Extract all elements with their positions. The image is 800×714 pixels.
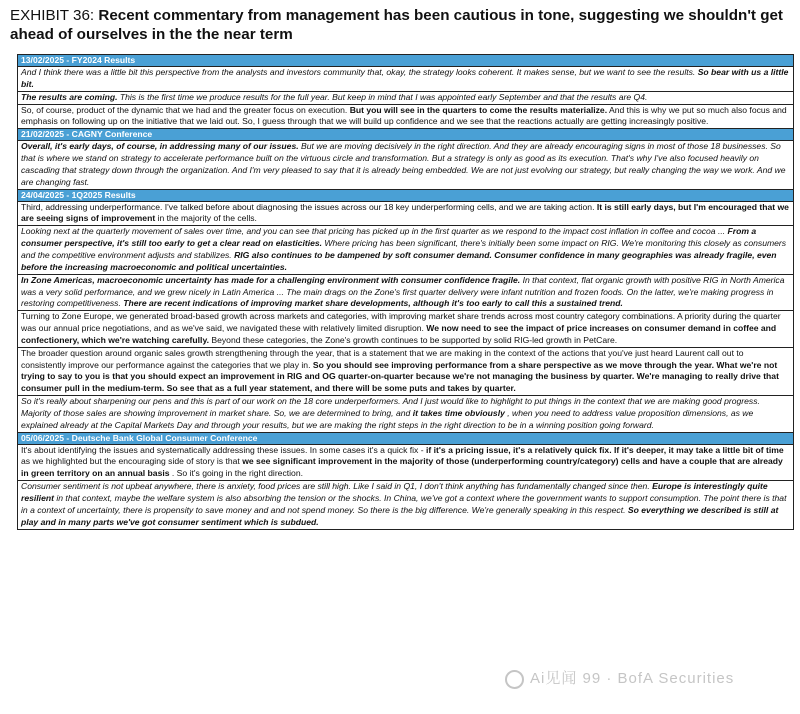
quote-emphasis: So bear with us a little bit. <box>21 67 789 89</box>
quote-text: The broader question around organic sales growth strengthening through the year, that is a statement that we are making in the context of the actions that you've just heard Laurent call out to consistently improve our performance against the categories that we play in. <box>21 347 744 370</box>
quote-emphasis: Overall, it's early days, of course, in addressing many of our issues. <box>21 141 299 152</box>
quote-emphasis: So everything we described is still at play and in many parts we've got consumer sentiment which is subdued. <box>21 504 779 527</box>
quote-text: So, of course, product of the dynamic that we had and the greater focus on execution. <box>21 104 350 115</box>
quote-emphasis: But you will see in the quarters to come the results materialize. <box>349 104 608 115</box>
quote-emphasis: The results are coming. <box>21 91 118 102</box>
quote-text: It's about identifying the issues and systematically addressing these issues. In some cases it's a quick fix - <box>21 444 426 455</box>
quote-emphasis: In Zone Americas, macroeconomic uncertainty has made for a challenging environment with consumer confidence fragile. <box>21 274 521 285</box>
quote-text: Turning to Zone Europe, we generated broad-based growth across markets and categories, with improving market share trends across most country category combinations. A priority during the quarter was our annual price negotiations, and as we've said, we navigated these with relatively limited disruption. <box>21 311 781 334</box>
quote-emphasis: if it's a pricing issue, it's a relatively quick fix. If it's deeper, it may take a little bit of time <box>426 444 784 455</box>
quote-row <box>18 141 793 189</box>
watermark-logo-icon <box>505 670 524 689</box>
quote-emphasis: Europe is interestingly quite resilient <box>21 481 768 503</box>
quote-text: as we highlighted but the encouraging side of story is that <box>21 456 243 467</box>
quote-row <box>18 311 793 348</box>
quote-row <box>18 445 793 482</box>
exhibit-heading <box>10 6 794 44</box>
quote-emphasis: it takes time obviously <box>412 407 505 418</box>
section-header: 05/06/2025 - Deutsche Bank Global Consumer Conference <box>18 433 793 445</box>
quote-text: Looking next at the quarterly movement of sales over time, and you can see that pricing has picked up in the first quarter as we respond to the impact cost inflation in coffee and cocoa ... <box>21 226 728 237</box>
section-header: 21/02/2025 - CAGNY Conference <box>18 129 793 141</box>
exhibit-title: Recent commentary from management has been cautious in tone, suggesting we shouldn't get ahead of ourselves in the the near term <box>10 7 783 43</box>
quote-text: This is the first time we produce results for the full year. But keep in mind that I was appointed early September and that the results are Q4. <box>117 91 648 102</box>
quote-row <box>18 226 793 274</box>
watermark <box>505 667 734 689</box>
section-header: 24/04/2025 - 1Q2025 Results <box>18 190 793 202</box>
quote-text: Where pricing has been significant, there's initially been some impact on RIG. We're monitoring this closely as consumers and the competitive environment adjusts and stabilizes. <box>21 238 787 260</box>
commentary-table <box>17 54 794 530</box>
watermark-text: Ai见闻 99 · BofA Securities <box>530 670 735 687</box>
quote-row <box>18 348 793 396</box>
quote-emphasis: So you should see improving performance from a share perspective as we move through the year. What we're not trying to say to you is that you should expect an improvement in RIG and OG quarter-on-quarter because we're not managing the business by quarter. We're managing to really drive that consumer pull in the medium-term. <box>21 359 779 394</box>
quote-row <box>18 275 793 312</box>
quote-text: , when you need to address value proposition dimensions, as we explained already at the Capital Markets Day and through your results, but we are making the right steps in the right direction to be in a winning position going forward. <box>21 407 754 430</box>
quote-text: in the majority of the cells. <box>155 213 257 224</box>
quote-text: Consumer sentiment is not upbeat anywhere, there is anxiety, food prices are still high. Like I said in Q1, I don't think anything has fundamentally changed since then. <box>21 481 653 492</box>
quote-row <box>18 481 793 529</box>
quote-row <box>18 202 793 227</box>
exhibit-label: EXHIBIT 36: <box>10 7 99 24</box>
quote-text: And I think there was a little bit this perspective from the analysts and investors community that, okay, the strategy looks coherent. It makes sense, but we want to see the results. <box>21 67 698 77</box>
quote-emphasis: There are recent indications of improving market share developments, although it's too early to call this a sustained trend. <box>123 298 623 309</box>
quote-row <box>18 67 793 92</box>
quote-text: . So it's going in the right direction. <box>169 468 303 479</box>
quote-emphasis: So see that as a full year statement, and there will be some puts and takes by quarter. <box>166 383 516 394</box>
section-header: 13/02/2025 - FY2024 Results <box>18 55 793 67</box>
quote-text: Third, addressing underperformance. I've talked before about diagnosing the issues across our 18 key underperforming cells, and we are taking action. <box>21 201 597 212</box>
quote-row <box>18 396 793 433</box>
quote-emphasis: RIG also continues to be dampened by soft consumer demand. Consumer confidence in many geographies was already fragile, even before the increasing macroeconomic and political uncertainties. <box>21 249 777 272</box>
quote-text: But we are moving decisively in the right direction. And they are already encouraging signs in most of those 18 businesses. So that is where we stand on strategy to accelerate performance built on the virtuous circle and transformation. But a strategy is only as good as its execution. That's why I've also focused heavily on cascading that strategy down through the organization. And I'm very pleased to say that it is already being embedded. We are not just evolving our strategy, but really changing the way we work. And we are changing fast. <box>21 141 786 187</box>
quote-text: So it's really about sharpening our pens and this is part of our work on the 18 core underperformers. And I just would like to highlight to put things in the context that we are making good progress. Majority of those sales are showing improvement in market share. So, we are determined to bring, and <box>21 396 760 418</box>
quote-text: in that context, maybe the welfare system is also absorbing the tension or the shocks. In China, we've got a context where the government wants to support consumption. The point there is that in a context of uncertainty, there is propensity to save money and and not spend money. So there is the big difference. We're generally speaking in this respect. <box>21 493 787 515</box>
quote-emphasis: We now need to see the impact of price increases on consumer demand in coffee and confectionery, which we're watching carefully. <box>21 323 777 345</box>
quote-row <box>18 105 793 130</box>
quote-row <box>18 92 793 105</box>
quote-text: Beyond these categories, the Zone's growth continues to be supported by solid RIG-led growth in PetCare. <box>208 334 618 345</box>
quote-emphasis: From a consumer perspective, it's still too early to get a clear read on elasticities. <box>21 226 757 249</box>
quote-text: And this is why we put so much also focus and emphasis on following up on the initiative that we laid out. So, I guess through that we will build up confidence and we see that the reactions actually are getting increasingly positive. <box>21 104 787 127</box>
quote-emphasis: It is still early days, but I'm encouraged that we are seeing signs of improvement <box>21 201 789 224</box>
quote-text: In that context, flat organic growth with positive RIG in North America was a very solid performance, and we grew nicely in Latin America ... The main drags on the Zone's first quarter delivery were infant nutrition and frozen foods. On the latter, we're making progress in restoring competitiveness. <box>21 274 785 309</box>
quote-emphasis: we see significant improvement in the majority of those (underperforming country/category) cells and have a couple that are already in green territory on an annual basis <box>21 456 783 479</box>
